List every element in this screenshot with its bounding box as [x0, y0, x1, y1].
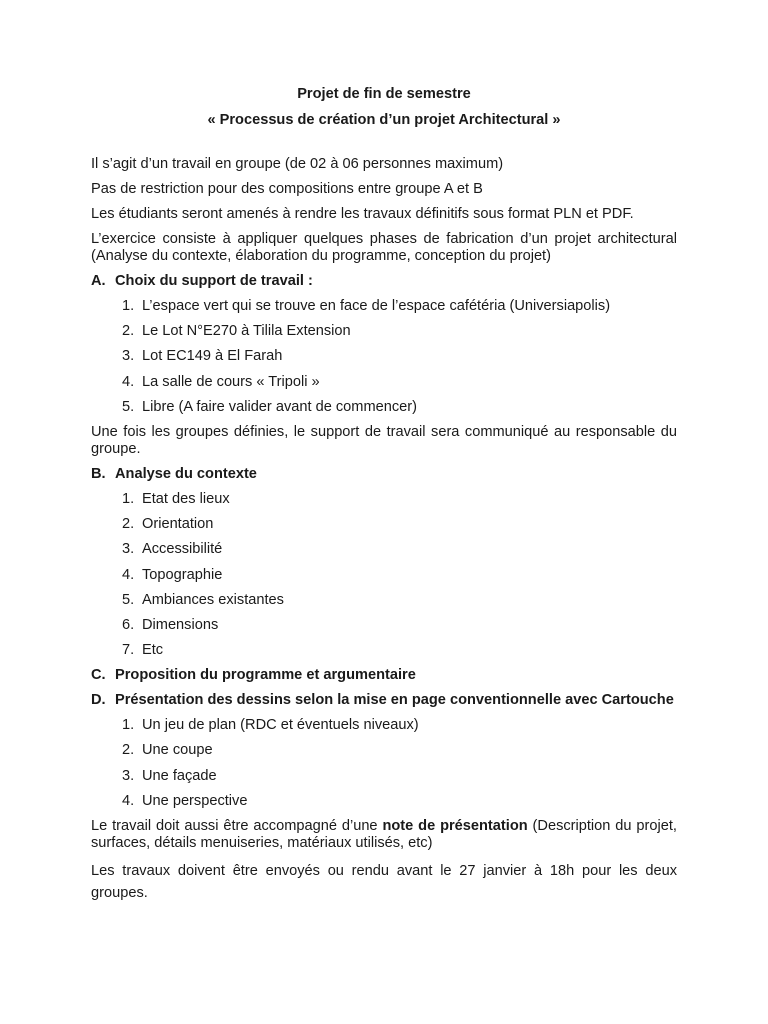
item-text: Etat des lieux [142, 490, 230, 507]
list-item [91, 348, 677, 365]
list-item [91, 541, 677, 558]
item-text: Orientation [142, 516, 214, 533]
item-number: 3. [122, 541, 135, 558]
section-letter: B. [91, 465, 106, 482]
list-item [91, 491, 677, 508]
section-letter: D. [91, 692, 106, 709]
intro-paragraph-2: Pas de restriction pour des compositions entre groupe A et B [91, 181, 483, 197]
section-title: Proposition du programme et argumentaire [115, 667, 416, 684]
list-item [91, 516, 677, 533]
item-text: Une coupe [142, 742, 213, 759]
item-number: 4. [122, 566, 135, 583]
deadline-paragraph: Les travaux doivent être envoyés ou rendu avant le 27 janvier à 18h pour les deux groupes. [91, 863, 677, 901]
item-text: Dimensions [142, 616, 219, 633]
list-item [91, 374, 677, 391]
item-text: Accessibilité [142, 541, 223, 558]
list-item [91, 793, 677, 810]
item-number: 3. [122, 348, 135, 365]
closing-paragraph [91, 818, 677, 852]
list-item [91, 567, 677, 584]
closing-text-after: (Description du projet, surfaces, détails menuiseries, matériaux utilisés, etc) [91, 818, 677, 851]
item-text: Etc [142, 642, 164, 659]
list-item [91, 642, 677, 659]
section-title: Présentation des dessins selon la mise en page conventionnelle avec Cartouche [115, 692, 674, 709]
item-number: 2. [122, 323, 135, 340]
section-a-heading [91, 273, 677, 290]
section-b-list [91, 491, 677, 659]
section-title: Analyse du contexte [115, 465, 257, 482]
item-number: 5. [122, 591, 135, 608]
document-subtitle: « Processus de création d’un projet Architectural » [207, 112, 561, 128]
item-text: Ambiances existantes [142, 591, 284, 608]
item-number: 1. [122, 298, 135, 314]
section-a-note: Une fois les groupes définies, le support de travail sera communiqué au responsable du groupe. [91, 423, 677, 457]
document-page [91, 86, 677, 912]
list-item [91, 742, 677, 759]
section-letter: A. [91, 273, 106, 289]
item-number: 1. [122, 490, 135, 507]
list-item [91, 592, 677, 609]
item-text: La salle de cours « Tripoli » [142, 373, 320, 390]
item-text: Libre (A faire valider avant de commencer) [142, 398, 417, 415]
item-text: Une perspective [142, 792, 248, 809]
item-text: Un jeu de plan (RDC et éventuels niveaux) [142, 717, 419, 734]
item-number: 7. [122, 642, 135, 659]
item-number: 5. [122, 398, 135, 415]
item-number: 1. [122, 717, 135, 734]
list-item [91, 617, 677, 634]
item-text: Lot EC149 à El Farah [142, 348, 283, 365]
item-number: 2. [122, 516, 135, 533]
item-number: 6. [122, 616, 135, 633]
section-title: Choix du support de travail : [115, 273, 313, 289]
document-title: Projet de fin de semestre [297, 86, 471, 102]
section-d-list [91, 717, 677, 810]
section-c-heading [91, 667, 677, 684]
item-number: 3. [122, 767, 135, 784]
item-number: 4. [122, 373, 135, 390]
closing-text-before: Le travail doit aussi être accompagné d’une [91, 818, 383, 834]
list-item [91, 768, 677, 785]
intro-paragraph-4: L’exercice consiste à appliquer quelques phases de fabrication d’un projet architectural (Analyse du contexte, élaboration du programme, conception du projet) [91, 231, 677, 264]
item-text: Topographie [142, 566, 223, 583]
list-item [91, 323, 677, 340]
intro-paragraph-3: Les étudiants seront amenés à rendre les travaux définitifs sous format PLN et PDF. [91, 206, 634, 222]
intro-paragraph-1: Il s’agit d’un travail en groupe (de 02 à 06 personnes maximum) [91, 156, 504, 172]
section-d-heading [91, 692, 677, 709]
item-text: L’espace vert qui se trouve en face de l’espace cafétéria (Universiapolis) [142, 298, 611, 314]
section-a-list [91, 298, 677, 416]
item-text: Une façade [142, 767, 217, 784]
item-text: Le Lot N°E270 à Tilila Extension [142, 323, 351, 340]
closing-bold-text: note de présentation [382, 818, 528, 834]
list-item [91, 717, 677, 734]
item-number: 2. [122, 742, 135, 759]
section-letter: C. [91, 667, 106, 684]
section-b-heading [91, 466, 677, 483]
list-item [91, 399, 677, 416]
list-item [91, 298, 677, 315]
item-number: 4. [122, 792, 135, 809]
